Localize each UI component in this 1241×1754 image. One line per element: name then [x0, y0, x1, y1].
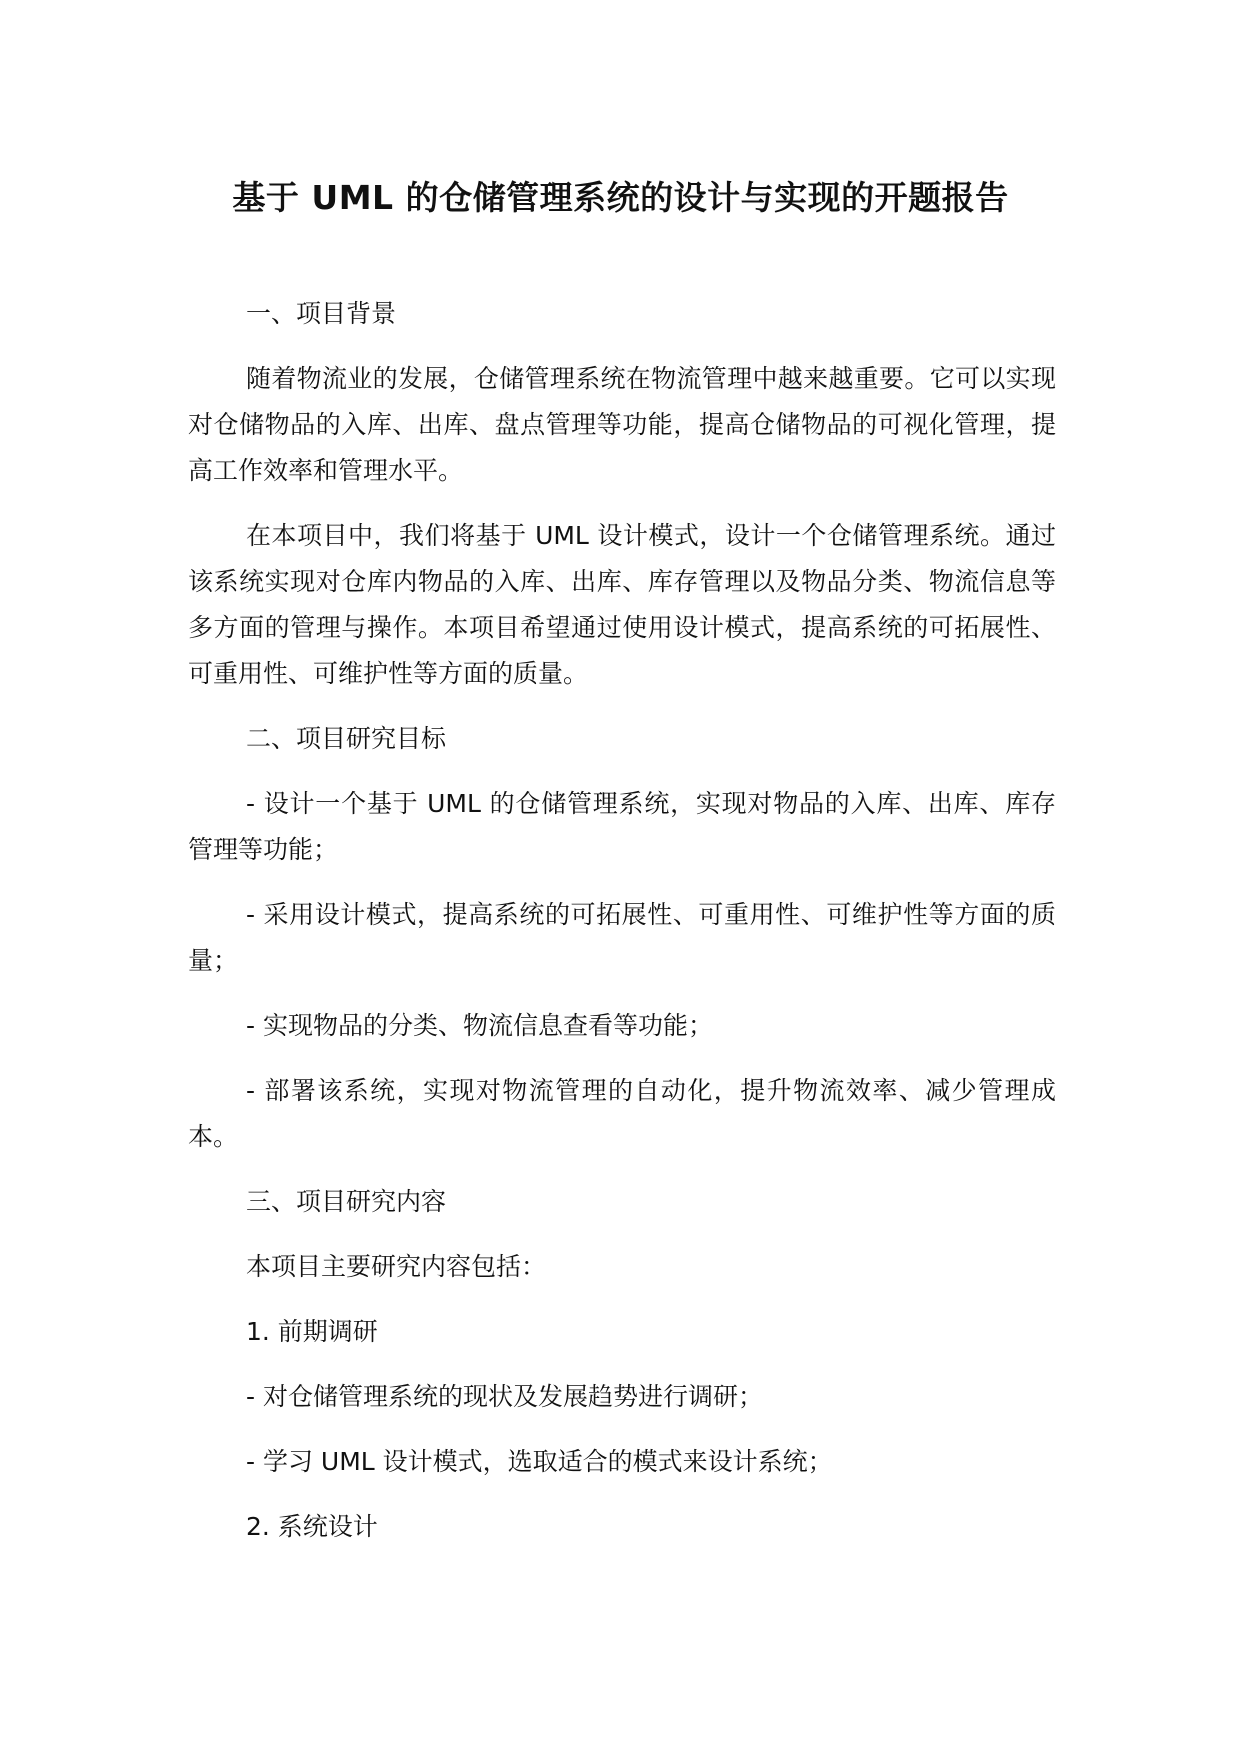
content-step-1: 1. 前期调研 — [246, 1317, 378, 1346]
section-heading-background: 一、项目背景 — [246, 299, 397, 328]
goal-item-2: - 采用设计模式，提高系统的可拓展性、可重用性、可维护性等方面的质量； — [188, 900, 1056, 975]
content-intro: 本项目主要研究内容包括： — [246, 1252, 547, 1281]
paragraph-background-1: 随着物流业的发展，仓储管理系统在物流管理中越来越重要。它可以实现对仓储物品的入库、出库、盘点管理等功能，提高仓储物品的可视化管理，提高工作效率和管理水平。 — [188, 364, 1056, 485]
document-title: 基于 UML 的仓储管理系统的设计与实现的开题报告 — [232, 178, 1009, 217]
goal-item-4: - 部署该系统，实现对物流管理的自动化，提升物流效率、减少管理成本。 — [188, 1076, 1056, 1151]
goal-item-3: - 实现物品的分类、物流信息查看等功能； — [246, 1011, 713, 1040]
goal-item-1: - 设计一个基于 UML 的仓储管理系统，实现对物品的入库、出库、库存管理等功能； — [188, 789, 1056, 864]
content-step-2: 2. 系统设计 — [246, 1512, 378, 1541]
content-step-1-item-2: - 学习 UML 设计模式，选取适合的模式来设计系统； — [246, 1447, 833, 1476]
content-step-1-item-1: - 对仓储管理系统的现状及发展趋势进行调研； — [246, 1382, 763, 1411]
paragraph-background-2: 在本项目中，我们将基于 UML 设计模式，设计一个仓储管理系统。通过该系统实现对仓库内物品的入库、出库、库存管理以及物品分类、物流信息等多方面的管理与操作。本项目希望通过使用设计模式，提高系统的可拓展性、可重用性、可维护性等方面的质量。 — [188, 521, 1056, 688]
section-heading-goals: 二、项目研究目标 — [246, 724, 447, 753]
document-body — [188, 291, 1056, 1569]
section-heading-content: 三、项目研究内容 — [246, 1187, 447, 1216]
